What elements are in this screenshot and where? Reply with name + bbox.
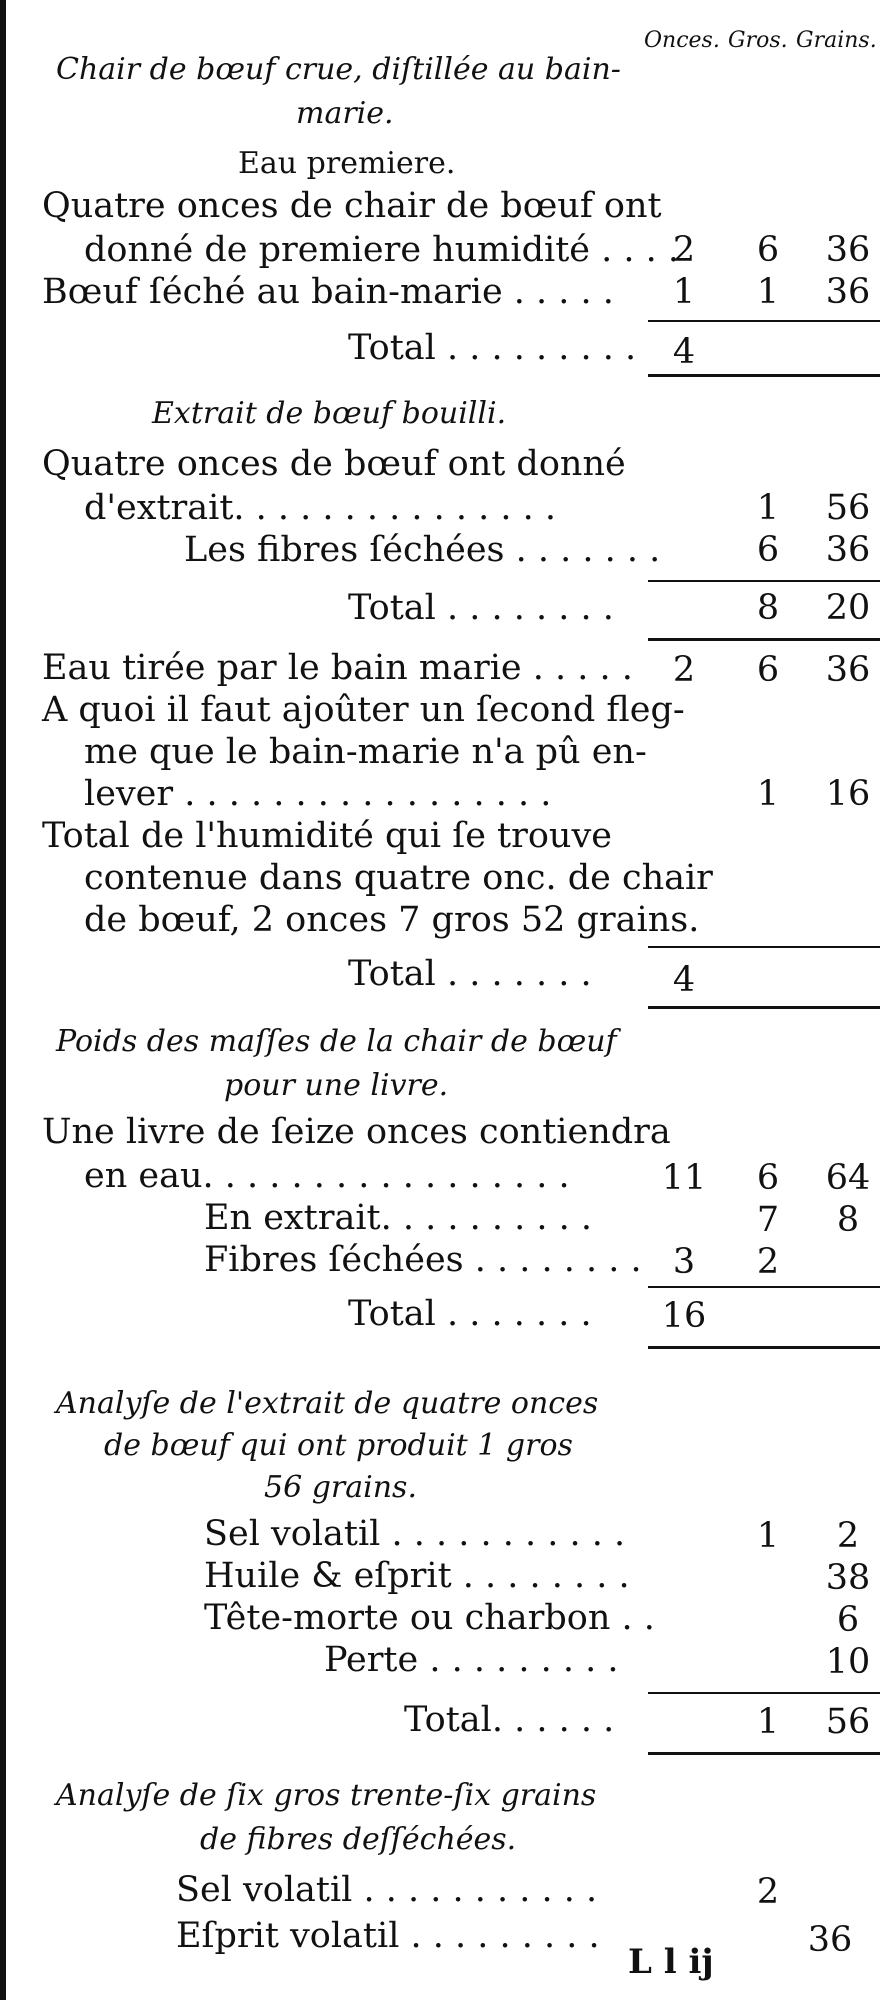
rule (648, 1692, 880, 1694)
section-title: de fibres deſſéchées. (200, 1822, 517, 1857)
value-gros: 7 (756, 1200, 780, 1240)
rule (648, 1006, 880, 1009)
text-line: Eſprit volatil . . . . . . . . . (176, 1916, 600, 1956)
value-grains: 36 (825, 530, 871, 570)
value-grains: 16 (825, 774, 871, 814)
value-grains: 36 (825, 272, 871, 312)
value-gros: 6 (756, 1158, 780, 1198)
section-title: Extrait de bœuf bouilli. (152, 396, 507, 431)
section-title: marie. (296, 96, 394, 131)
value-grains: 36 (807, 1920, 853, 1960)
total-label: Total . . . . . . . (348, 954, 592, 994)
text-line: Une livre de ſeize onces contiendra (42, 1112, 671, 1152)
total-onces: 16 (661, 1296, 707, 1336)
total-label: Total . . . . . . . (348, 1294, 592, 1334)
value-grains: 10 (825, 1642, 871, 1682)
text-line: Sel volatil . . . . . . . . . . . (176, 1870, 598, 1910)
column-header-grains: Grains. (796, 28, 877, 53)
text-line: Tête-morte ou charbon . . (204, 1598, 655, 1638)
value-grains: 36 (825, 650, 871, 690)
total-gros: 8 (756, 588, 780, 628)
value-grains: 56 (825, 488, 871, 528)
page-border (0, 0, 6, 2000)
rule (648, 946, 880, 948)
total-label: Total . . . . . . . . (348, 588, 614, 628)
value-gros: 1 (756, 774, 780, 814)
total-label: Total . . . . . . . . . (348, 328, 637, 368)
column-header-gros: Gros. (728, 28, 788, 53)
section-title: Analyſe de ſix gros trente-ſix grains (56, 1778, 597, 1813)
text-line: Les fibres ſéchées . . . . . . . (184, 530, 661, 570)
value-grains: 64 (825, 1158, 871, 1198)
text-line: Perte . . . . . . . . . (324, 1640, 619, 1680)
text-line: Bœuf ſéché au bain-marie . . . . . (42, 272, 614, 312)
value-gros: 6 (756, 230, 780, 270)
section-title: 56 grains. (264, 1470, 417, 1505)
total-gros: 1 (756, 1702, 780, 1742)
text-line: me que le bain-marie n'a pû en- (84, 732, 647, 772)
total-grains: 20 (825, 588, 871, 628)
value-gros: 2 (756, 1242, 780, 1282)
rule (648, 1752, 880, 1755)
text-line: A quoi il faut ajoûter un ſecond fleg- (42, 690, 685, 730)
value-grains: 2 (836, 1516, 860, 1556)
text-line: de bœuf, 2 onces 7 gros 52 grains. (84, 900, 700, 940)
rule (648, 580, 880, 582)
value-gros: 6 (756, 650, 780, 690)
value-onces: 2 (672, 650, 696, 690)
rule (648, 1286, 880, 1288)
text-line: contenue dans quatre onc. de chair (84, 858, 713, 898)
text-line: en eau. . . . . . . . . . . . . . . . . (84, 1156, 570, 1196)
value-onces: 1 (672, 272, 696, 312)
value-onces: 11 (661, 1158, 707, 1198)
section-title: Chair de bœuf crue, diſtillée au bain- (56, 52, 621, 87)
text-line: Huile & eſprit . . . . . . . . (204, 1556, 630, 1596)
rule (648, 374, 880, 377)
value-gros: 6 (756, 530, 780, 570)
section-title: Poids des maſſes de la chair de bœuf (56, 1024, 617, 1059)
value-grains: 8 (836, 1200, 860, 1240)
text-line: Total de l'humidité qui ſe trouve (42, 816, 612, 856)
section-title: pour une livre. (224, 1068, 449, 1103)
value-grains: 6 (836, 1600, 860, 1640)
text-line: donné de premiere humidité . . . . (84, 230, 679, 270)
section-title: Analyſe de l'extrait de quatre onces (56, 1386, 599, 1421)
rule (648, 320, 880, 322)
text-line: Eau tirée par le bain marie . . . . . (42, 648, 633, 688)
total-onces: 4 (672, 960, 696, 1000)
rule (648, 1346, 880, 1349)
text-line: Fibres ſéchées . . . . . . . . (204, 1240, 642, 1280)
total-onces: 4 (672, 332, 696, 372)
value-onces: 2 (672, 230, 696, 270)
value-grains: 36 (825, 230, 871, 270)
text-line: En extrait. . . . . . . . . . (204, 1198, 592, 1238)
value-grains: 38 (825, 1558, 871, 1598)
text-line: lever . . . . . . . . . . . . . . . . . (84, 774, 552, 814)
text-line: Quatre onces de bœuf ont donné (42, 444, 626, 484)
value-gros: 1 (756, 272, 780, 312)
value-gros: 1 (756, 488, 780, 528)
text-line: Sel volatil . . . . . . . . . . . (204, 1514, 626, 1554)
section-title: de bœuf qui ont produit 1 gros (104, 1428, 573, 1463)
value-onces: 3 (672, 1242, 696, 1282)
value-gros: 2 (756, 1872, 780, 1912)
subheading: Eau premiere. (238, 146, 456, 181)
value-gros: 1 (756, 1516, 780, 1556)
signature-mark: L l ij (628, 1942, 714, 1982)
column-header-onces: Onces. (644, 28, 720, 53)
total-grains: 56 (825, 1702, 871, 1742)
rule (648, 638, 880, 641)
text-line: Quatre onces de chair de bœuf ont (42, 186, 662, 226)
total-label: Total. . . . . . (404, 1700, 615, 1740)
text-line: d'extrait. . . . . . . . . . . . . . . (84, 488, 557, 528)
